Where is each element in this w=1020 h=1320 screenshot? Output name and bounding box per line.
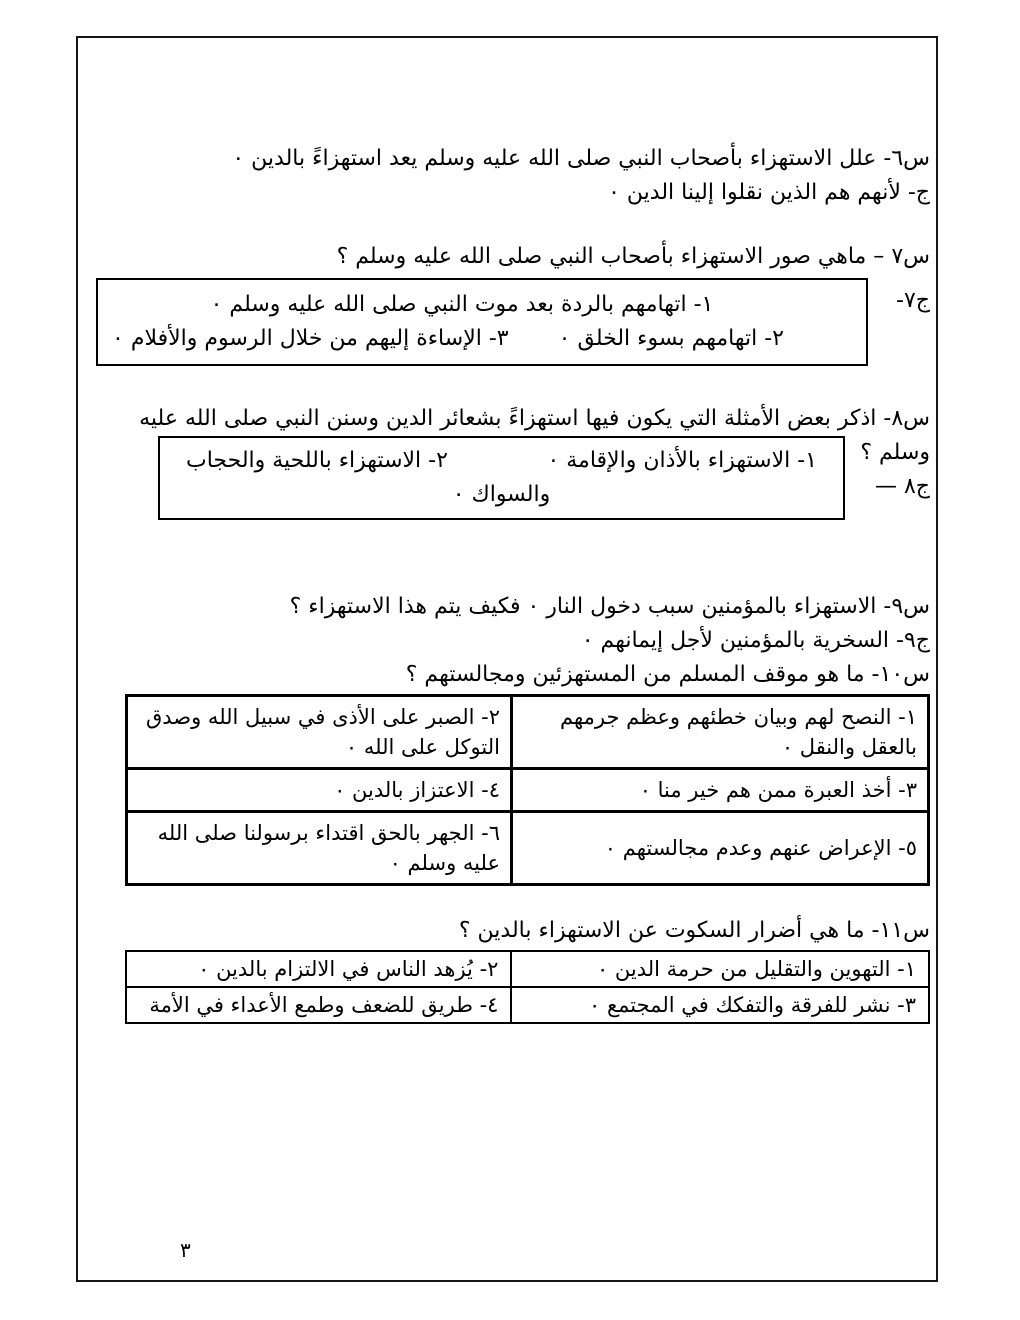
table-cell: ٤- طريق للضعف وطمع الأعداء في الأمة	[126, 987, 511, 1023]
q7-box-item3: ٣- الإساءة إليهم من خلال الرسوم والأفلام ٠	[112, 326, 509, 351]
q7-answer-box	[96, 278, 868, 366]
q8-answer-section	[90, 436, 930, 520]
q8-box-item2: ٢- الاستهزاء باللحية والحجاب	[186, 448, 448, 473]
q10-question: س١٠- ما هو موقف المسلم من المستهزئين ومجالستهم ؟	[405, 662, 930, 687]
table-cell: ٥- الإعراض عنهم وعدم مجالستهم ٠	[511, 812, 928, 885]
table-row	[127, 769, 929, 812]
table-row	[126, 951, 929, 987]
page-number: ٣	[180, 1238, 191, 1262]
q6-question: س٦- علل الاستهزاء بأصحاب النبي صلى الله عليه وسلم يعد استهزاءً بالدين ٠	[232, 146, 930, 171]
q8-box-item2-cont: والسواك ٠	[452, 482, 551, 507]
page-content	[90, 142, 930, 1024]
q11-question: س١١- ما هي أضرار السكوت عن الاستهزاء بالدين ؟	[458, 918, 930, 943]
q9-answer: ج٩- السخرية بالمؤمنين لأجل إيمانهم ٠	[581, 628, 930, 653]
table-cell: ٤- الاعتزاز بالدين ٠	[127, 769, 512, 812]
q8-question-line1: س٨- اذكر بعض الأمثلة التي يكون فيها استهزاءً بشعائر الدين وسنن النبي صلى الله عليه	[139, 406, 930, 431]
table-cell: ٢- الصبر على الأذى في سبيل الله وصدق التوكل على الله ٠	[127, 696, 512, 769]
q8-box-items-row	[172, 444, 831, 478]
q10-answer-table	[125, 694, 930, 886]
q10-table-body	[127, 696, 929, 885]
table-row	[126, 987, 929, 1023]
q7-box-items-row	[110, 322, 854, 356]
table-row	[127, 812, 929, 885]
table-cell: ٣- نشر للفرقة والتفكك في المجتمع ٠	[511, 987, 929, 1023]
table-cell: ٣- أخذ العبرة ممن هم خير منا ٠	[511, 769, 928, 812]
q6-answer: ج- لأنهم هم الذين نقلوا إلينا الدين ٠	[608, 180, 930, 205]
q7-answer-label: ج٧-	[896, 288, 930, 313]
q7-question: س٧ – ماهي صور الاستهزاء بأصحاب النبي صلى الله عليه وسلم ؟	[336, 244, 930, 269]
q7-box-item1: ١- اتهامهم بالردة بعد موت النبي صلى الله عليه وسلم ٠	[210, 292, 714, 317]
table-cell: ١- النصح لهم وبيان خطئهم وعظم جرمهم بالعقل والنقل ٠	[511, 696, 928, 769]
table-cell: ٢- يُزهد الناس في الالتزام بالدين ٠	[126, 951, 511, 987]
q11-answer-table	[125, 950, 930, 1024]
q8-answer-box	[158, 436, 845, 520]
q8-question-line2: وسلم ؟	[860, 440, 930, 465]
table-row	[127, 696, 929, 769]
table-cell: ٦- الجهر بالحق اقتداء برسولنا صلى الله عليه وسلم ٠	[127, 812, 512, 885]
q7-answer-section	[90, 278, 930, 366]
table-cell: ١- التهوين والتقليل من حرمة الدين ٠	[511, 951, 929, 987]
q9-question: س٩- الاستهزاء بالمؤمنين سبب دخول النار ٠ فكيف يتم هذا الاستهزاء ؟	[289, 594, 930, 619]
q11-table-body	[126, 951, 929, 1023]
q9-q10-block	[90, 590, 930, 692]
q8-margin-labels	[845, 436, 930, 504]
q8-answer-label: ج٨ —	[874, 474, 930, 499]
q7-box-item2: ٢- اتهامهم بسوء الخلق ٠	[558, 326, 784, 351]
q8-box-item1: ١- الاستهزاء بالأذان والإقامة ٠	[547, 448, 817, 473]
